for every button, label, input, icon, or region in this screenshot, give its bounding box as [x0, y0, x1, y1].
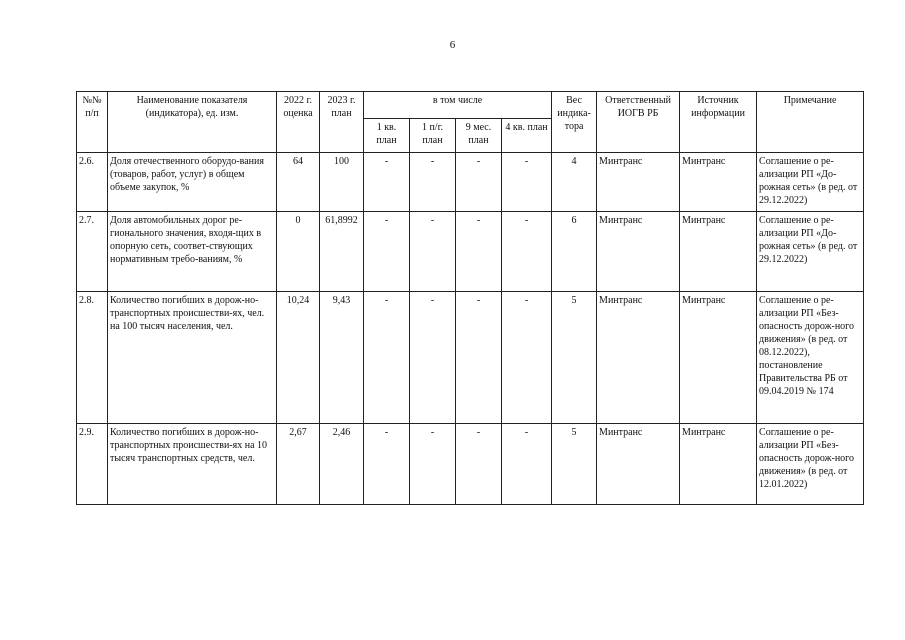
header-2022: 2022 г. оценка [277, 92, 320, 153]
row-h1: - [410, 153, 456, 212]
row-weight: 5 [552, 424, 597, 505]
row-source: Минтранс [680, 212, 757, 292]
indicators-table [76, 91, 864, 505]
row-note: Соглашение о ре-ализации РП «До-рожная сеть» (в ред. от 29.12.2022) [757, 153, 864, 212]
row-q4: - [502, 292, 552, 424]
table-row [77, 424, 864, 505]
row-h1: - [410, 212, 456, 292]
row-indicator-name: Количество погибших в дорож-но-транспортных происшестви-ях на 10 тысяч транспортных средств, чел. [108, 424, 277, 505]
row-2022-value: 2,67 [277, 424, 320, 505]
row-indicator-name: Количество погибших в дорож-но-транспортных происшестви-ях, чел. на 100 тысяч населения, чел. [108, 292, 277, 424]
row-indicator-name: Доля автомобильных дорог ре-гионального значения, входя-щих в опорную сеть, соответ-ствующих нормативным требо-ваниям, % [108, 212, 277, 292]
row-note: Соглашение о ре-ализации РП «Без-опасность дорож-ного движения» (в ред. от 08.12.2022), постановление Правительства РБ от 09.04.2019 № 174 [757, 292, 864, 424]
header-name: Наименование показателя (индикатора), ед. изм. [108, 92, 277, 153]
row-responsible: Минтранс [597, 424, 680, 505]
row-9m: - [456, 153, 502, 212]
row-2023-value: 61,8992 [320, 212, 364, 292]
header-2023: 2023 г. план [320, 92, 364, 153]
row-source: Минтранс [680, 153, 757, 212]
row-2022-value: 0 [277, 212, 320, 292]
header-weight: Вес индика-тора [552, 92, 597, 153]
header-num: №№ п/п [77, 92, 108, 153]
row-h1: - [410, 292, 456, 424]
row-q1: - [364, 153, 410, 212]
header-including: в том числе [364, 92, 552, 119]
row-2023-value: 100 [320, 153, 364, 212]
row-indicator-name: Доля отечественного оборудо-вания (товаров, работ, услуг) в общем объеме закупок, % [108, 153, 277, 212]
row-q4: - [502, 212, 552, 292]
row-9m: - [456, 424, 502, 505]
header-row [77, 92, 864, 119]
row-num: 2.6. [77, 153, 108, 212]
row-h1: - [410, 424, 456, 505]
row-2023-value: 9,43 [320, 292, 364, 424]
table-row [77, 292, 864, 424]
row-source: Минтранс [680, 424, 757, 505]
row-q1: - [364, 212, 410, 292]
row-2022-value: 10,24 [277, 292, 320, 424]
header-note: Примечание [757, 92, 864, 153]
row-q1: - [364, 292, 410, 424]
header-h1: 1 п/г. план [410, 119, 456, 153]
row-note: Соглашение о ре-ализации РП «Без-опасность дорож-ного движения» (в ред. от 12.01.2022) [757, 424, 864, 505]
table-row [77, 212, 864, 292]
header-responsible: Ответственный ИОГВ РБ [597, 92, 680, 153]
table-row [77, 153, 864, 212]
header-source: Источник информации [680, 92, 757, 153]
row-num: 2.8. [77, 292, 108, 424]
row-weight: 4 [552, 153, 597, 212]
row-source: Минтранс [680, 292, 757, 424]
row-responsible: Минтранс [597, 153, 680, 212]
row-q4: - [502, 153, 552, 212]
row-responsible: Минтранс [597, 292, 680, 424]
row-9m: - [456, 292, 502, 424]
row-weight: 6 [552, 212, 597, 292]
row-note: Соглашение о ре-ализации РП «До-рожная сеть» (в ред. от 29.12.2022) [757, 212, 864, 292]
row-responsible: Минтранс [597, 212, 680, 292]
row-q4: - [502, 424, 552, 505]
row-num: 2.9. [77, 424, 108, 505]
header-q1: 1 кв. план [364, 119, 410, 153]
row-q1: - [364, 424, 410, 505]
page-number: 6 [449, 39, 456, 51]
header-q4: 4 кв. план [502, 119, 552, 153]
row-num: 2.7. [77, 212, 108, 292]
row-2023-value: 2,46 [320, 424, 364, 505]
row-2022-value: 64 [277, 153, 320, 212]
row-9m: - [456, 212, 502, 292]
row-weight: 5 [552, 292, 597, 424]
header-9m: 9 мес. план [456, 119, 502, 153]
